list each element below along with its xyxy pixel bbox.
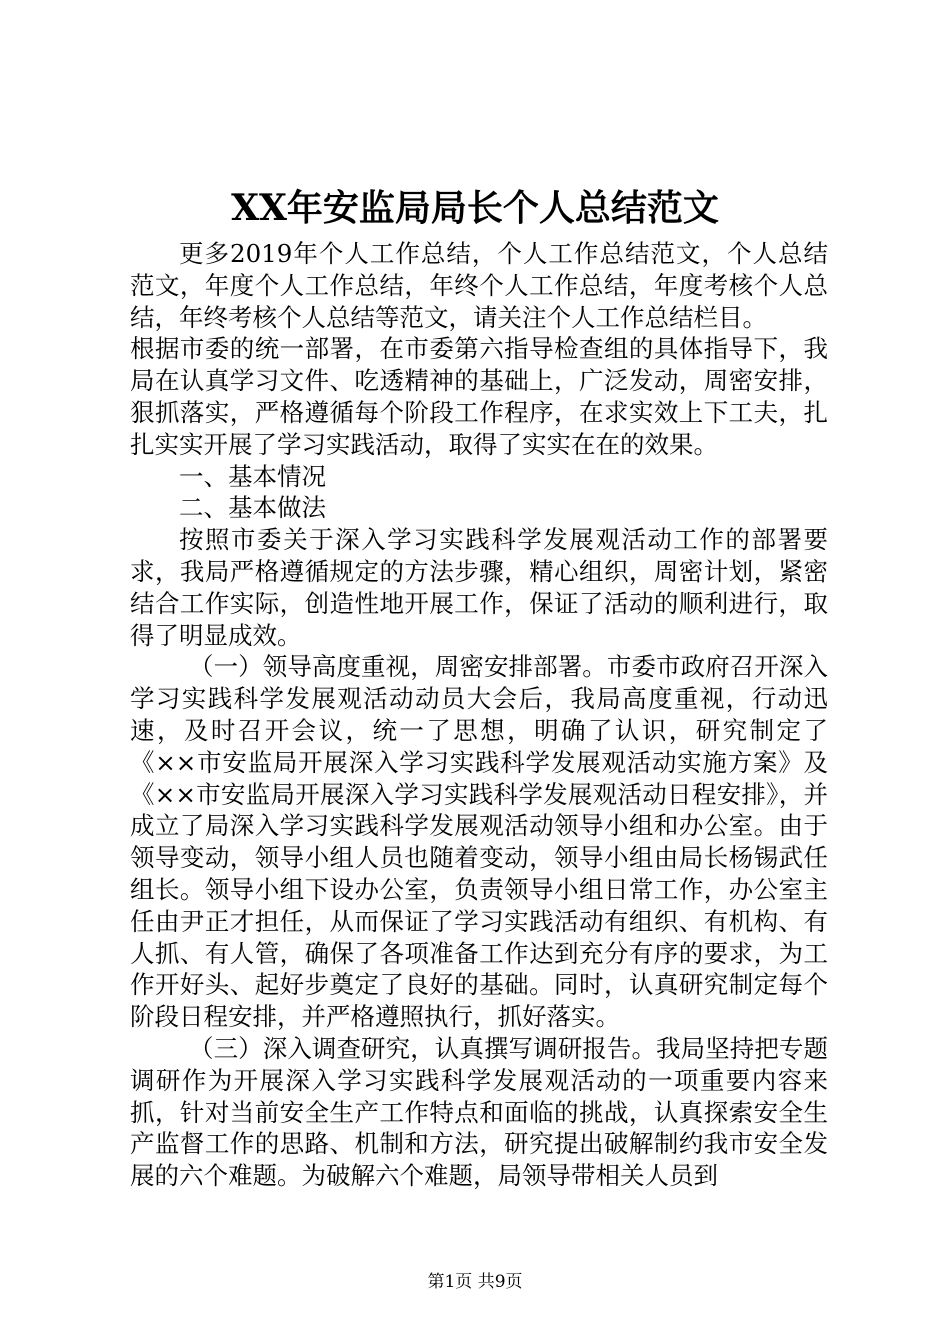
section-heading-basic-situation: 一、基本情况 (179, 461, 326, 491)
document-title: XX年安监局局长个人总结范文 (231, 187, 719, 229)
section-heading-basic-practice: 二、基本做法 (179, 493, 326, 523)
paragraph-leadership: （一）领导高度重视，周密安排部署。市委市政府召开深入学习实践科学发展观活动动员大会后，我局高度重视，行动迅速，及时召开会议，统一了思想，明确了认识，研究制定了《××市安监局开展深入学习实践科学发展观活动实施方案》及《××市安监局开展深入学习实践科学发展观活动日程安排》，并成立了局深入学习实践科学发展观活动领导小组和办公室。由于领导变动，领导小组人员也随着变动，领导小组由局长杨锡武任组长。领导小组下设办公室，负责领导小组日常工作，办公室主任由尹正才担任，从而保证了学习实践活动有组织、有机构、有人抓、有人管，确保了各项准备工作达到充分有序的要求，为工作开好头、起好步奠定了良好的基础。同时，认真研究制定每个阶段日程安排，并严格遵照执行，抓好落实。 (130, 652, 828, 1032)
paragraph-intro: 更多2019年个人工作总结，个人工作总结范文，个人总结范文，年度个人工作总结，年终个人工作总结，年度考核个人总结，年终考核个人总结等范文，请关注个人工作总结栏目。 (130, 239, 828, 332)
document-body (130, 238, 828, 1192)
paragraph-practice: 按照市委关于深入学习实践科学发展观活动工作的部署要求，我局严格遵循规定的方法步骤，精心组织，周密计划，紧密结合工作实际，创造性地开展工作，保证了活动的顺利进行，取得了明显成效。 (130, 525, 828, 650)
paragraph-research: （三）深入调查研究，认真撰写调研报告。我局坚持把专题调研作为开展深入学习实践科学发展观活动的一项重要内容来抓，针对当前安全生产工作特点和面临的挑战，认真探索安全生产监督工作的思路、机制和方法，研究提出破解制约我市安全发展的六个难题。为破解六个难题，局领导带相关人员到 (130, 1033, 828, 1191)
page-footer: 第1页 共9页 (427, 1272, 523, 1292)
paragraph-summary: 根据市委的统一部署，在市委第六指导检查组的具体指导下，我局在认真学习文件、吃透精神的基础上，广泛发动，周密安排，狠抓落实，严格遵循每个阶段工作程序，在求实效上下工夫，扎扎实实开展了学习实践活动，取得了实实在在的效果。 (130, 334, 828, 459)
